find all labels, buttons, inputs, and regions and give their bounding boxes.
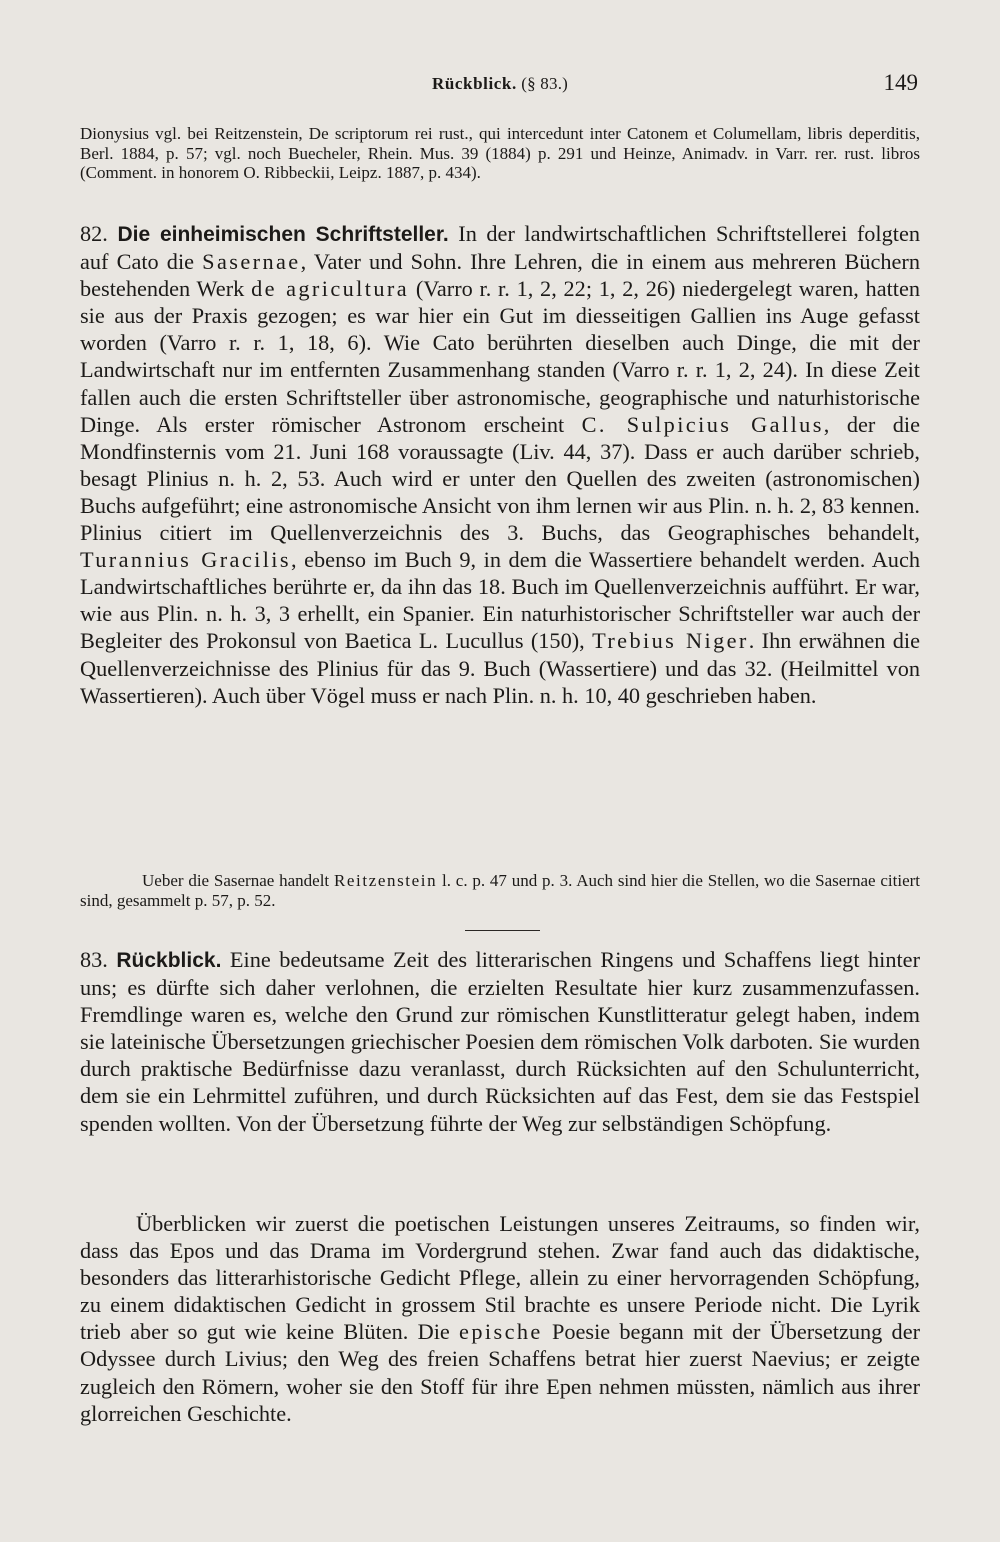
section-83-number: 83. [80,947,108,972]
section-82-text: , ebenso im Buch 9, in dem die Wassertiere behandelt werden. Auch Landwirtschaftliches berührte er, da ihn das 18. Buch im Quellenverzeichnis aufführt. Er war, wie aus Plin. n. h. 3, 3 erhellt, ein Spanier. Ein naturhistorischer Schriftsteller war auch der Begleiter des Prokonsul von Baetica L. Lucullus (150), [80,547,920,654]
section-82-text: , der die Mondfinsternis vom 21. Juni 168 voraussagte (Liv. 44, 37). Dass er auch darüber schrieb, besagt Plinius n. h. 2, 53. Auch wird er unter den Quellen des zweiten (astronomischen) Buchs aufgeführt; eine astronomische Ansicht von ihm lernen wir aus Plin. n. h. 2, 83 kennen. Plinius citiert im Quellenverzeichnis des 3. Buchs, das Geographisches behandelt, [80,411,920,546]
paragraph-2-text: Überblicken wir zuerst die poetischen Leistungen unseres Zeitraums, so finden wir, dass das Epos und das Drama im Vordergrund stehen. Zwar fand auch das didaktische, besonders das litterarhistorische Gedicht Pflege, allein zu einer hervorragenden Schöpfung, zu einem didaktischen Gedicht in grossem Stil brachte es unsere Periode nicht. Die Lyrik trieb aber so gut wie keine Blüten. Die [80,1211,920,1345]
page-number: 149 [883,70,918,95]
name-sulpicius-gallus: C. Sulpicius Gallus [581,411,824,437]
section-83-title: Rückblick. [116,949,222,972]
name-reitzenstein: Reitzenstein [333,871,438,890]
section-divider [465,930,540,931]
paragraph-2-text: Poesie begann mit der Übersetzung der Odyssee durch Livius; den Weg des freien Schaffens betrat hier zuerst Naevius; er zeigte zugleich den Römern, woher sie den Stoff für ihre Epen nehmen müssten, nämlich aus ihrer glorreichen Geschichte. [80,1319,921,1426]
section-82-text: . Ihn erwähnen die Quellenverzeichnisse des Plinius für das 9. Buch (Wassertiere) und das 32. (Heilmittel von Wassertieren). Auch über Vögel muss er nach Plin. n. h. 10, 40 geschrieben haben. [80,628,921,708]
section-82 [80,220,920,709]
running-head-title: Rückblick. [431,74,517,93]
footnote-top: Dionysius vgl. bei Reitzenstein, De scriptorum rei rust., qui intercedunt inter Catonem et Columellam, libris deperditis, Berl. 1884, p. 57; vgl. noch Buecheler, Rhein. Mus. 39 (1884) p. 291 und Heinze, Animadv. in Varr. rer. rust. libros (Comment. in honorem O. Ribbeckii, Leipz. 1887, p. 434). [80,124,920,183]
section-83 [80,946,920,1137]
running-head [80,74,920,94]
section-82-title: Die einheimischen Schriftsteller. [117,223,449,246]
section-82-number: 82. [80,221,108,246]
section-82-text: In der landwirtschaftlichen Schriftstellerei folgten auf Cato die [80,221,920,275]
name-trebius-niger: Trebius Niger [592,628,749,654]
name-sasernae: Sasernae [202,249,301,275]
term-epische: epische [459,1319,543,1345]
footnote-82 [80,871,920,910]
footnote-82-text: l. c. p. 47 und p. 3. Auch sind hier die Stellen, wo die Sasernae citiert sind, gesammelt p. 57, p. 52. [80,871,921,910]
running-head-section: (§ 83.) [521,74,569,93]
section-82-text: (Varro r. r. 1, 2, 22; 1, 2, 26) niedergelegt waren, hatten sie aus der Praxis gezogen; es war hier ein Gut im diesseitigen Gallien ins Auge gefasst worden (Varro r. r. 1, 18, 6). Wie Cato berührten dieselben auch Dinge, die mit der Landwirtschaft nur im entfernten Zusammenhang standen (Varro r. r. 1, 2, 24). In diese Zeit fallen auch die ersten Schriftsteller über astronomische, geographische und naturhistorische Dinge. Als erster römischer Astronom erscheint [80,276,921,437]
name-turannius-gracilis: Turannius Gracilis [80,547,291,573]
page-header [80,70,920,106]
title-de-agricultura: de agricultura [251,276,410,302]
section-83-paragraph-2 [80,1210,920,1427]
section-82-text: , Vater und Sohn. Ihre Lehren, die in einem aus mehreren Büchern bestehenden Werk [80,249,921,302]
section-83-text: Eine bedeutsame Zeit des litterarischen Ringens und Schaffens liegt hinter uns; es dürfte sich daher verlohnen, die erzielten Resultate hier kurz zusammenzufassen. Fremdlinge waren es, welche den Grund zur römischen Kunstlitteratur gelegt haben, indem sie lateinische Übersetzungen griechischer Poesien dem römischen Volk darboten. Sie wurden durch praktische Bedürfnisse dazu veranlasst, durch Rücksichten auf den Schulunterricht, dem sie ein Lehrmittel zuführen, und durch Rücksichten auf das Fest, dem sie das Festspiel spenden wollten. Von der Übersetzung führte der Weg zur selbständigen Schöpfung. [80,947,920,1136]
footnote-82-text: Ueber die Sasernae handelt [142,871,330,890]
